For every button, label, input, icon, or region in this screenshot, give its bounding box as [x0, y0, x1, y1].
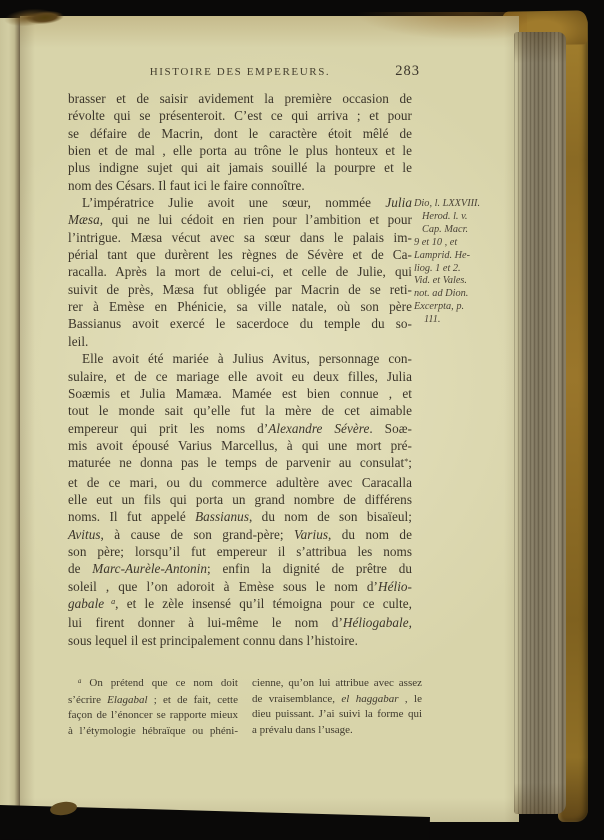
text-line	[68, 474, 412, 491]
text-run: Elagabal	[107, 693, 148, 706]
text-run: gabale	[68, 595, 105, 611]
text-run: empereur qui prit les noms d’	[68, 420, 269, 436]
text-run: de vraisemblance,	[252, 692, 342, 705]
text-run: Bassianus avoit exercé le sacerdoce du temple du so-	[68, 316, 412, 332]
text-line	[68, 333, 412, 350]
text-run: 9 et 10 , et	[414, 236, 458, 248]
text-run: plus indigne sujet qui ait jamais souillé la pourpre et le	[68, 160, 412, 176]
text-run: maturée ne donna pas le temps de parvenir au consulat	[68, 455, 405, 471]
text-line	[68, 595, 412, 614]
text-run: périal tant que durèrent les règnes de Sévère et de Ca-	[68, 247, 412, 263]
text-run: , et le zèle insensé qu’il témoigna pour ce culte,	[115, 595, 412, 611]
text-line	[68, 578, 412, 595]
text-run: Mæsa	[68, 212, 100, 228]
footnote	[68, 676, 422, 739]
text-line	[68, 298, 412, 315]
text-run: Julia	[385, 195, 412, 211]
text-run: dieu puissant. J’ai suivi la forme qui	[252, 708, 422, 720]
body-text	[68, 90, 412, 649]
text-run: a	[78, 677, 82, 685]
text-run: *	[404, 456, 409, 466]
text-line	[68, 385, 412, 402]
text-run: , du nom de	[328, 526, 412, 542]
margin-citation	[414, 198, 518, 327]
book-page	[20, 16, 519, 822]
text-run: sous lequel il est principalement connu dans l’histoire.	[68, 632, 358, 648]
text-run: Vid. et Vales.	[414, 275, 467, 287]
text-run: , du nom de son bisaïeul;	[249, 509, 412, 525]
text-line	[414, 314, 518, 327]
text-run: Marc-Aurèle-Antonin	[92, 561, 208, 577]
text-run: Elle avoit été mariée à Julius Avitus, personnage con-	[82, 351, 412, 367]
text-run: , le	[398, 692, 422, 705]
text-run: Hélio-	[378, 578, 412, 594]
text-run: Avitus	[68, 526, 101, 542]
text-run: nom des Césars. Il faut ici le faire connoître.	[68, 177, 305, 193]
text-line	[414, 263, 518, 276]
text-line	[68, 194, 412, 211]
text-line	[68, 632, 412, 649]
text-line	[68, 125, 412, 142]
footnote-column-1	[68, 676, 238, 739]
text-line	[414, 224, 518, 237]
text-line	[68, 142, 412, 159]
text-run: not. ad Dion.	[414, 288, 469, 300]
text-line	[68, 402, 412, 419]
text-run: noms. Il fut appelé	[68, 509, 196, 525]
text-run: On prétend que ce nom doit	[81, 677, 238, 689]
text-run: Lamprid. He-	[414, 249, 471, 261]
text-run: Cap. Macr.	[422, 223, 469, 235]
text-run: ; enfin la dignité de prêtre du	[207, 561, 412, 577]
text-line	[68, 90, 412, 107]
text-run: façon de l’énoncer se rapporte mieux	[68, 709, 238, 721]
text-run: suivit de près, Mæsa fut obligée par Macrin de se reti-	[68, 281, 412, 297]
text-run: Herod. l. v.	[422, 210, 468, 222]
page-header	[68, 63, 420, 79]
text-line	[68, 560, 412, 577]
text-run: bien et de mal , elle porta au trône le plus honteux et le	[68, 143, 412, 159]
text-run: Soæmis et Julia Mamæa. Mamée est bien connue , et	[68, 385, 412, 401]
text-run: elle eut un fils qui porta un grand nombre de différens	[68, 491, 412, 507]
text-line	[68, 159, 412, 176]
text-line	[414, 275, 518, 288]
text-line	[68, 437, 412, 454]
text-run: révolte qui se présenteroit. C’est ce qui arriva ; et pour	[68, 108, 412, 124]
text-line	[68, 543, 412, 560]
text-run: ,	[408, 615, 412, 631]
text-line	[68, 676, 238, 693]
text-run: rer à Emèse en Phénicie, sa ville natale, où son père	[68, 299, 412, 315]
text-run: à l’étymologie hébraïque ou phéni-	[68, 724, 238, 737]
text-line	[68, 420, 412, 437]
text-run: a prévalu dans l’usage.	[252, 723, 353, 736]
text-line	[68, 614, 412, 631]
text-line	[68, 454, 412, 473]
text-line	[252, 676, 422, 692]
text-line	[68, 211, 412, 228]
text-run: Dio, l. LXXVIII.	[414, 198, 481, 209]
text-line	[68, 491, 412, 508]
text-line	[68, 107, 412, 124]
text-run: sulaire, et de ce mariage elle avoit eu deux filles, Julia	[68, 368, 412, 384]
text-run: lui firent donner à lui-même le nom d’	[68, 615, 343, 631]
text-line	[414, 250, 518, 263]
text-line	[252, 723, 422, 739]
text-line	[68, 368, 412, 385]
text-run: soleil , que l’on adoroit à Emèse sous le nom d’	[68, 578, 378, 594]
text-run: Alexandre Sévère	[268, 420, 370, 436]
text-line	[414, 211, 518, 224]
text-run: Héliogabale	[342, 615, 409, 631]
footnote-column-2	[252, 676, 422, 739]
text-line	[68, 281, 412, 298]
text-run: tout le monde sait qu’elle fut la mère de cet aimable	[68, 403, 412, 419]
text-run: brasser et de saisir avidement la première occasion de	[68, 91, 412, 106]
text-run: ; et de fait, cette	[147, 693, 238, 706]
stain	[337, 12, 527, 40]
text-run: racalla. Après la mort de celui-ci, et celle de Julie, qui	[68, 264, 412, 280]
text-line	[68, 508, 412, 525]
running-title: HISTOIRE DES EMPEREURS.	[149, 66, 331, 78]
page-number: 283	[395, 63, 420, 79]
text-line	[68, 693, 238, 709]
text-run: a	[104, 597, 116, 607]
left-page-edge	[0, 18, 21, 806]
text-run: mis avoit épousé Varius Marcellus, à qui une mort pré-	[68, 437, 412, 453]
text-run: son père; lorsqu’il fut empereur il s’attribua les noms	[68, 543, 412, 559]
text-line	[68, 708, 238, 724]
text-run: liog. 1 et 2.	[414, 262, 461, 274]
text-line	[68, 350, 412, 367]
text-run: cienne, qu’on lui attribue avec assez	[252, 677, 422, 689]
text-run: leil.	[68, 333, 89, 349]
text-run: L’impératrice Julie avoit une sœur, nommée	[82, 195, 386, 211]
text-run: s’écrire	[68, 693, 108, 706]
text-run: et de ce mari, ou du commerce adultère avec Caracalla	[68, 474, 412, 490]
text-run: Varius	[294, 526, 329, 542]
text-run: , à cause de son grand-père;	[100, 526, 295, 542]
text-run: el haggabar	[341, 692, 399, 705]
text-line	[68, 526, 412, 543]
text-run: , qui ne lui cédoit en rien pour l’ambition et pour	[99, 212, 412, 228]
text-line	[414, 237, 518, 250]
text-line	[252, 692, 422, 708]
text-run: Bassianus	[195, 509, 250, 525]
text-line	[68, 263, 412, 280]
text-line	[68, 246, 412, 263]
text-run: l’intrigue. Mæsa vécut avec sa sœur dans le palais im-	[68, 229, 412, 245]
text-run: . Soæ-	[369, 420, 413, 436]
text-line	[414, 301, 518, 314]
page-fore-edge	[514, 32, 566, 814]
text-run: Excerpta, p.	[414, 301, 465, 313]
text-line	[68, 229, 412, 246]
text-line	[68, 724, 238, 740]
text-run: 111.	[424, 314, 441, 326]
text-run: ;	[408, 455, 412, 471]
text-line	[414, 198, 518, 211]
text-line	[252, 707, 422, 723]
text-line	[414, 288, 518, 301]
text-line	[68, 177, 412, 194]
text-run: de	[68, 561, 93, 577]
text-run: se défaire de Macrin, dont le caractère étoit mêlé de	[68, 125, 412, 141]
text-line	[68, 315, 412, 332]
